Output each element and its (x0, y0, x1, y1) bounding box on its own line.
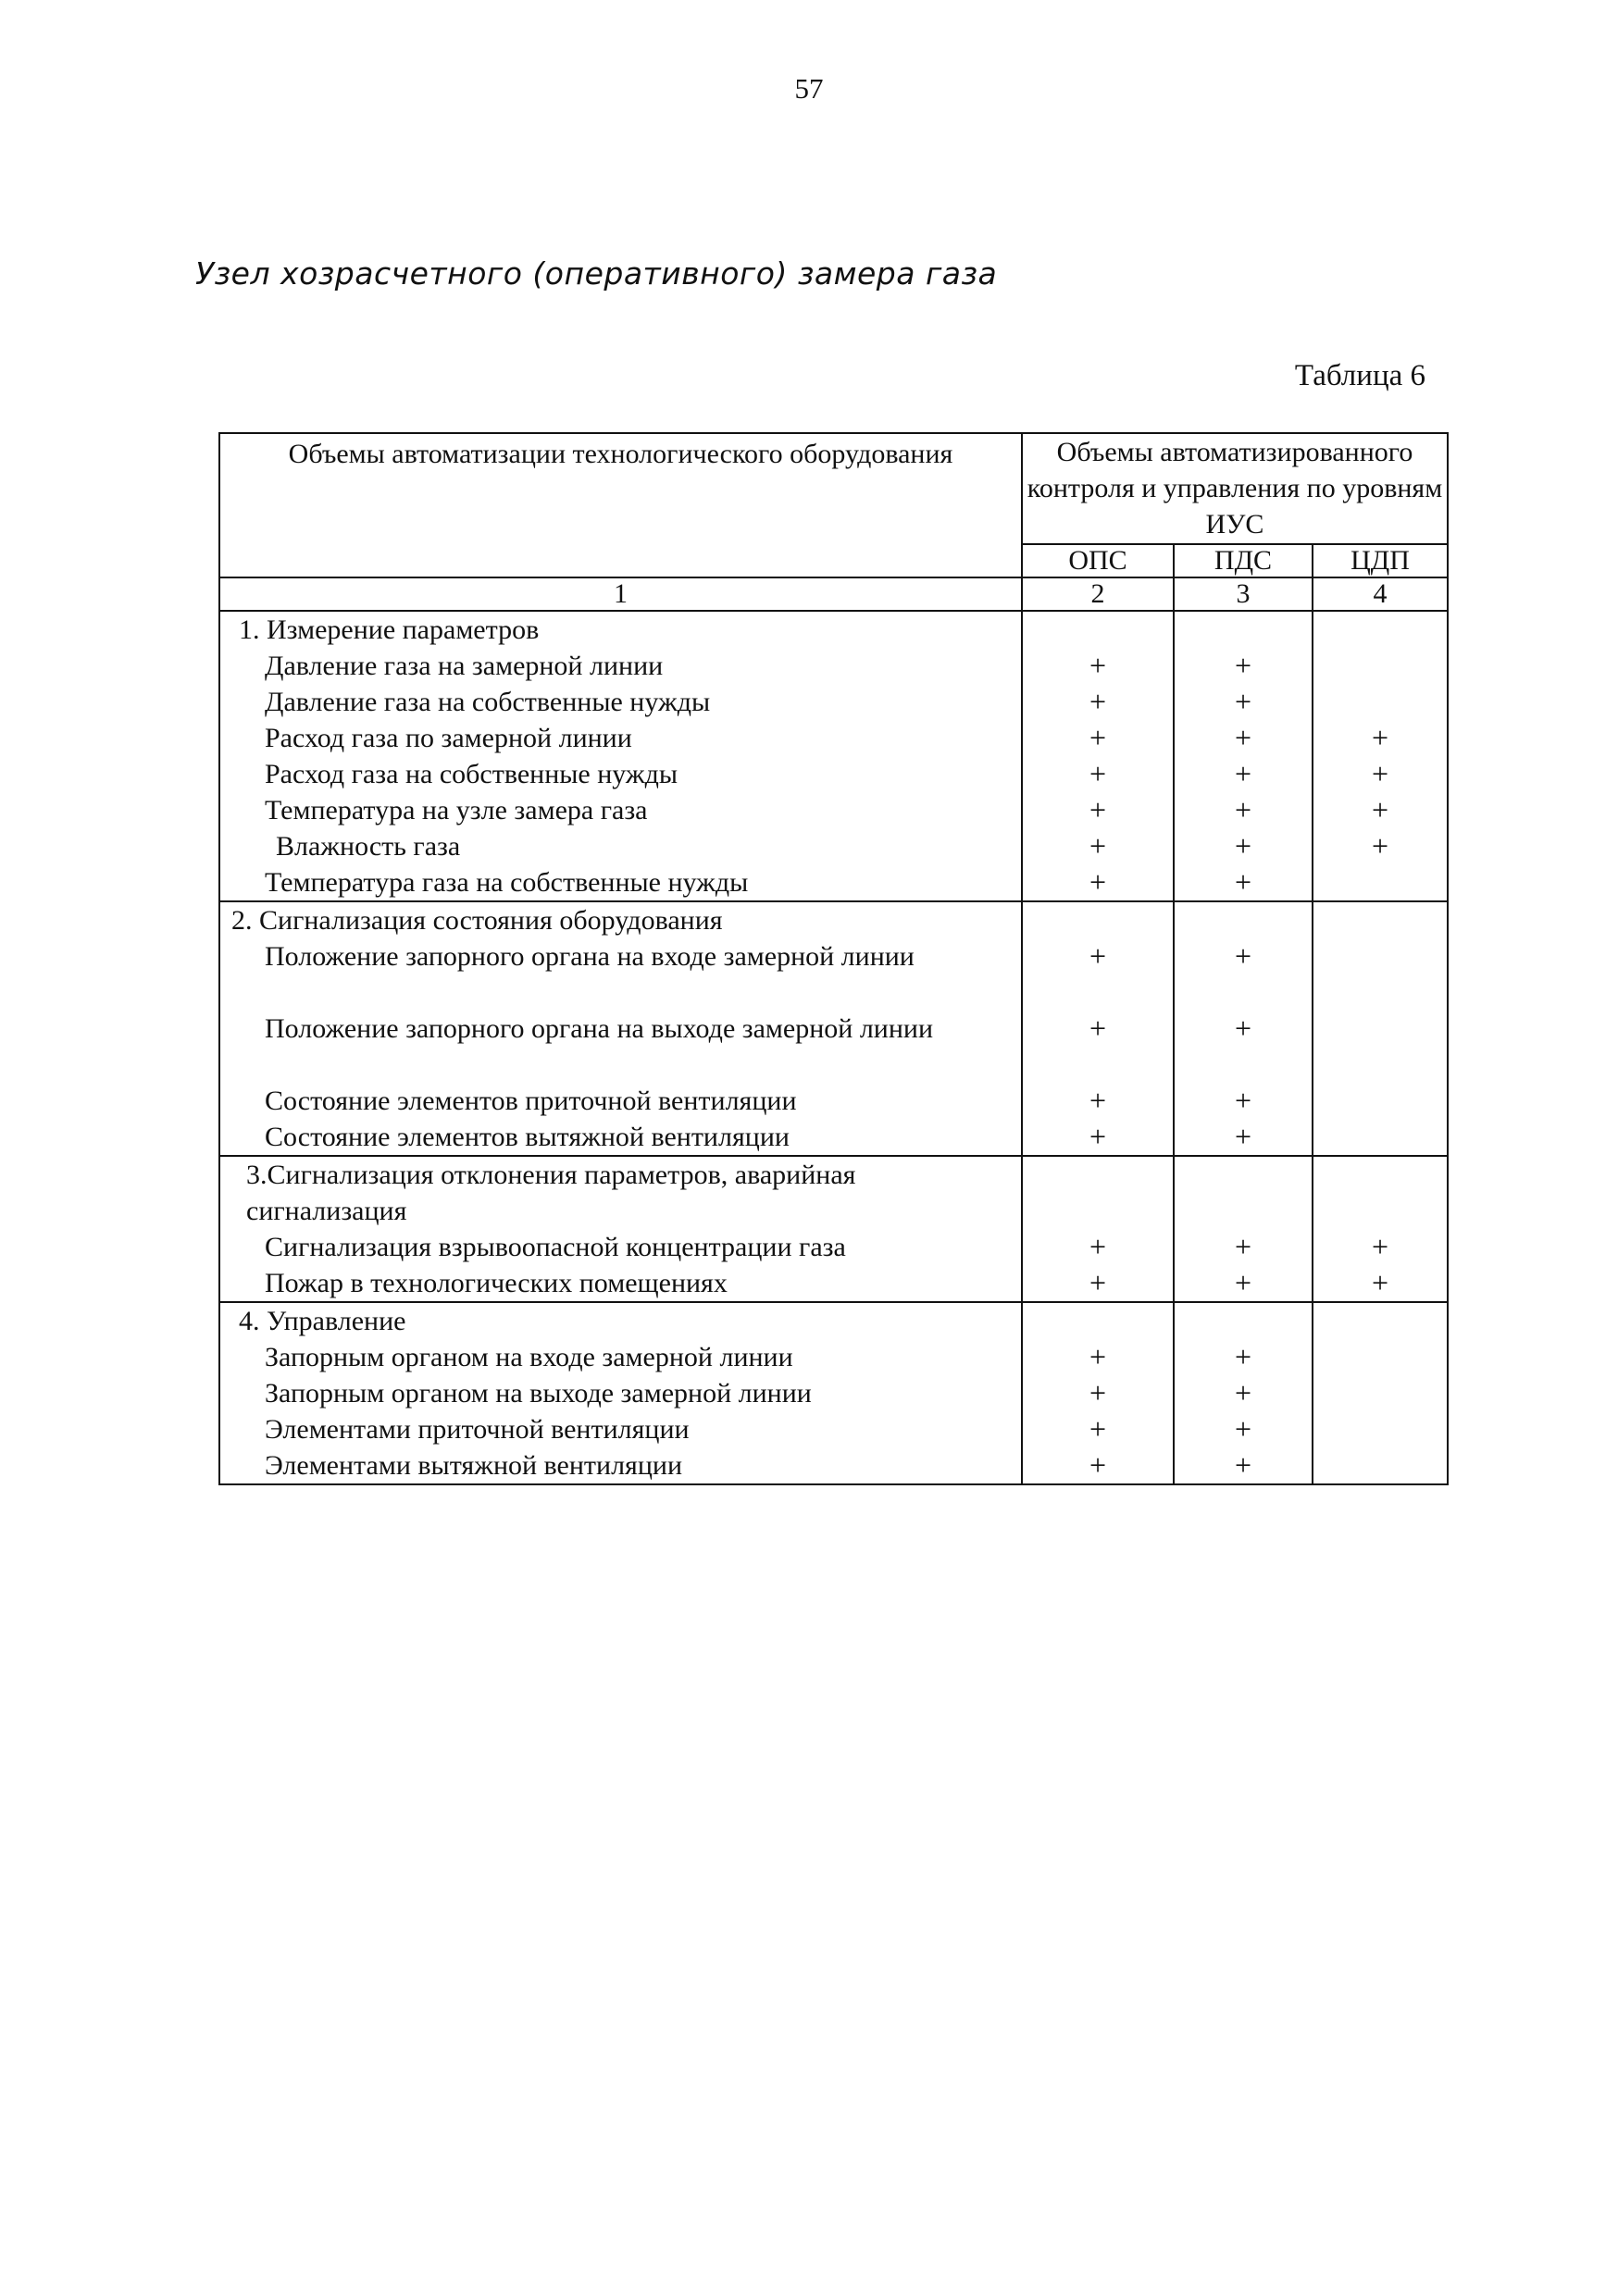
pds-mark: + (1234, 1230, 1252, 1263)
pds-mark: + (1234, 1448, 1252, 1482)
cdp-marks (1313, 1302, 1448, 1484)
ops-marks (1022, 611, 1174, 901)
pds-mark: + (1234, 793, 1252, 826)
pds-mark: + (1234, 1340, 1252, 1373)
pds-mark: + (1234, 1120, 1252, 1153)
ops-mark: + (1089, 1448, 1107, 1482)
section-heading: 2. Сигнализация состояния оборудования (231, 905, 723, 936)
cdp-mark (1313, 1339, 1447, 1375)
cdp-mark: + (1371, 793, 1389, 826)
cdp-mark: + (1371, 1230, 1389, 1263)
cdp-mark: + (1371, 757, 1389, 790)
pds-marks (1174, 1302, 1313, 1484)
ops-mark: + (1089, 793, 1107, 826)
ops-mark: + (1089, 649, 1107, 682)
cdp-mark (1313, 1011, 1447, 1083)
ops-mark: + (1089, 1230, 1107, 1263)
row-label: Запорным органом на выходе замерной линии (265, 1378, 812, 1409)
section-labels (219, 901, 1022, 1156)
ops-marks (1022, 1156, 1174, 1302)
cdp-marks (1313, 1156, 1448, 1302)
column-number-row (219, 577, 1448, 611)
section-title: Узел хозрасчетного (оперативного) замера газа (195, 255, 998, 292)
row-label: Элементами приточной вентиляции (265, 1414, 690, 1445)
pds-mark: + (1234, 1084, 1252, 1117)
cdp-mark (1313, 648, 1447, 684)
header-ops: ОПС (1022, 544, 1174, 577)
ops-mark: + (1089, 1412, 1107, 1446)
ops-mark: + (1089, 829, 1107, 863)
section-labels (219, 1156, 1022, 1302)
cdp-marks (1313, 611, 1448, 901)
ops-mark: + (1089, 1011, 1107, 1045)
cdp-mark: + (1371, 721, 1389, 754)
pds-mark: + (1234, 1011, 1252, 1045)
header-row (219, 433, 1448, 544)
row-label: Положение запорного органа на выходе замерной линии (265, 1013, 934, 1044)
automation-table (218, 432, 1449, 1485)
section-heading: 3.Сигнализация отклонения параметров, аварийная сигнализация (246, 1160, 856, 1226)
ops-mark: + (1089, 1120, 1107, 1153)
row-label: Расход газа по замерной линии (265, 723, 632, 753)
ops-mark: + (1089, 757, 1107, 790)
pds-marks (1174, 901, 1313, 1156)
row-label: Температура газа на собственные нужды (265, 867, 749, 898)
ops-mark: + (1089, 1084, 1107, 1117)
pds-mark: + (1234, 939, 1252, 973)
ops-mark: + (1089, 1376, 1107, 1409)
ops-mark: + (1089, 1266, 1107, 1299)
pds-marks (1174, 1156, 1313, 1302)
row-label: Давление газа на собственные нужды (265, 687, 711, 717)
ops-mark: + (1089, 939, 1107, 973)
ops-marks (1022, 1302, 1174, 1484)
section-block (219, 1156, 1448, 1302)
row-label: Сигнализация взрывоопасной концентрации газа (265, 1232, 846, 1262)
pds-mark: + (1234, 757, 1252, 790)
row-label: Расход газа на собственные нужды (265, 759, 678, 789)
cdp-mark (1313, 1083, 1447, 1119)
row-label: Состояние элементов приточной вентиляции (265, 1086, 797, 1116)
section-heading: 4. Управление (239, 1306, 406, 1336)
header-pds: ПДС (1174, 544, 1313, 577)
ops-mark: + (1089, 1340, 1107, 1373)
cdp-mark: + (1371, 829, 1389, 863)
pds-mark: + (1234, 721, 1252, 754)
ops-marks (1022, 901, 1174, 1156)
column-number: 2 (1022, 577, 1174, 611)
section-block (219, 611, 1448, 901)
section-heading: 1. Измерение параметров (239, 614, 540, 645)
cdp-marks (1313, 901, 1448, 1156)
pds-mark: + (1234, 1412, 1252, 1446)
page-number: 57 (794, 72, 824, 105)
section-labels (219, 1302, 1022, 1484)
row-label: Температура на узле замера газа (265, 795, 648, 825)
pds-mark: + (1234, 1266, 1252, 1299)
section-labels (219, 611, 1022, 901)
ops-mark: + (1089, 865, 1107, 899)
header-equipment: Объемы автоматизации технологического оборудования (219, 433, 1022, 577)
row-label: Давление газа на замерной линии (265, 651, 664, 681)
section-block (219, 901, 1448, 1156)
column-number: 4 (1313, 577, 1448, 611)
cdp-mark: + (1371, 1266, 1389, 1299)
cdp-mark (1313, 1375, 1447, 1411)
pds-mark: + (1234, 865, 1252, 899)
header-cdp: ЦДП (1313, 544, 1448, 577)
pds-marks (1174, 611, 1313, 901)
header-levels: Объемы автоматизированного контроля и управления по уровням ИУС (1022, 433, 1448, 544)
pds-mark: + (1234, 649, 1252, 682)
column-number: 1 (219, 577, 1022, 611)
row-label: Пожар в технологических помещениях (265, 1268, 728, 1298)
row-label: Элементами вытяжной вентиляции (265, 1450, 683, 1481)
column-number: 3 (1174, 577, 1313, 611)
pds-mark: + (1234, 685, 1252, 718)
pds-mark: + (1234, 1376, 1252, 1409)
ops-mark: + (1089, 685, 1107, 718)
cdp-mark (1313, 938, 1447, 1011)
cdp-mark (1313, 684, 1447, 720)
row-label: Запорным органом на входе замерной линии (265, 1342, 793, 1372)
table-caption: Таблица 6 (1294, 359, 1425, 392)
cdp-mark (1313, 864, 1447, 900)
cdp-mark (1313, 1411, 1447, 1447)
section-block (219, 1302, 1448, 1484)
cdp-mark (1313, 1447, 1447, 1483)
pds-mark: + (1234, 829, 1252, 863)
cdp-mark (1313, 1119, 1447, 1155)
row-label: Состояние элементов вытяжной вентиляции (265, 1122, 790, 1152)
row-label: Положение запорного органа на входе замерной линии (265, 941, 915, 972)
row-label: Влажность газа (276, 831, 461, 862)
ops-mark: + (1089, 721, 1107, 754)
